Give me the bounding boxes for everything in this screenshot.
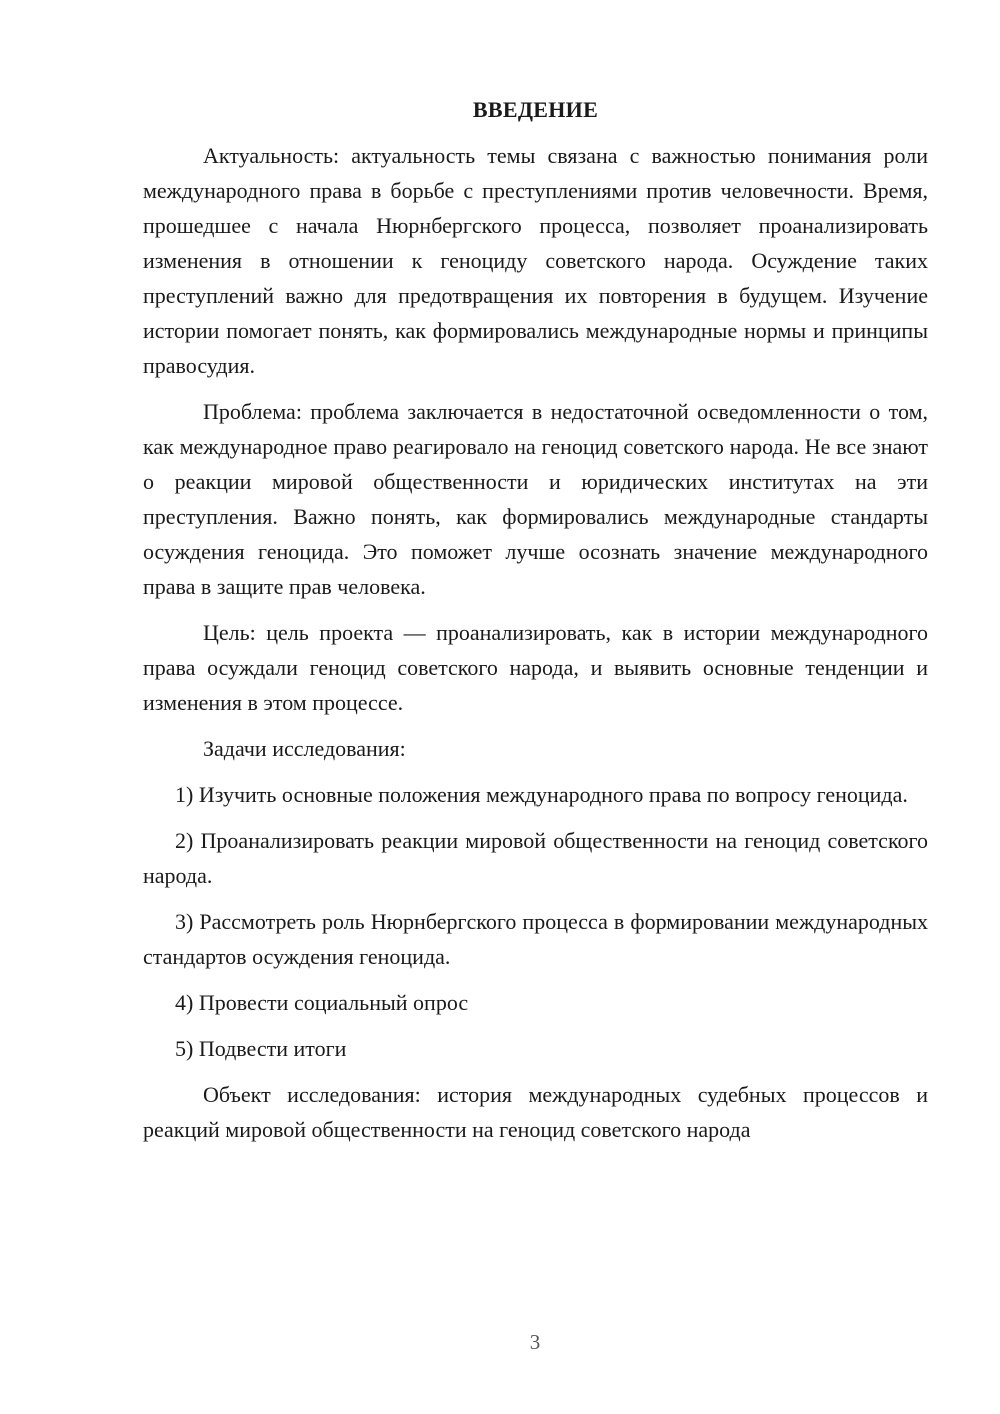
- tasks-heading: Задачи исследования:: [203, 736, 406, 761]
- section-title: ВВЕДЕНИЕ: [472, 97, 599, 122]
- object-paragraph: Объект исследования: история международных судебных процессов и реакций мировой общественности на геноцид советского народа: [143, 1082, 928, 1142]
- problem-paragraph: Проблема: проблема заключается в недостаточной осведомленности о том, как международное право реагировало на геноцид советского народа. Не все знают о реакции мировой общественности и юридических институтах на эти преступления. Важно понять, как формировались международные стандарты осуждения геноцида. Это поможет лучше осознать значение международного права в защите прав человека.: [143, 399, 928, 599]
- document-page: [143, 92, 928, 1158]
- task-item-3: 3) Рассмотреть роль Нюрнбергского процесса в формировании международных стандартов осуждения геноцида.: [143, 909, 928, 969]
- goal-paragraph: Цель: цель проекта — проанализировать, как в истории международного права осуждали геноцид советского народа, и выявить основные тенденции и изменения в этом процессе.: [143, 620, 928, 715]
- page-number: 3: [529, 1330, 541, 1354]
- relevance-paragraph: Актуальность: актуальность темы связана с важностью понимания роли международного права в борьбе с преступлениями против человечности. Время, прошедшее с начала Нюрнбергского процесса, позволяет проанализировать изменения в отношении к геноциду советского народа. Осуждение таких преступлений важно для предотвращения их повторения в будущем. Изучение истории помогает понять, как формировались международные нормы и принципы правосудия.: [143, 143, 928, 378]
- task-item-2: 2) Проанализировать реакции мировой общественности на геноцид советского народа.: [143, 828, 928, 888]
- task-item-1: 1) Изучить основные положения международного права по вопросу геноцида.: [175, 782, 908, 807]
- task-item-4: 4) Провести социальный опрос: [175, 990, 469, 1015]
- task-item-5: 5) Подвести итоги: [175, 1036, 347, 1061]
